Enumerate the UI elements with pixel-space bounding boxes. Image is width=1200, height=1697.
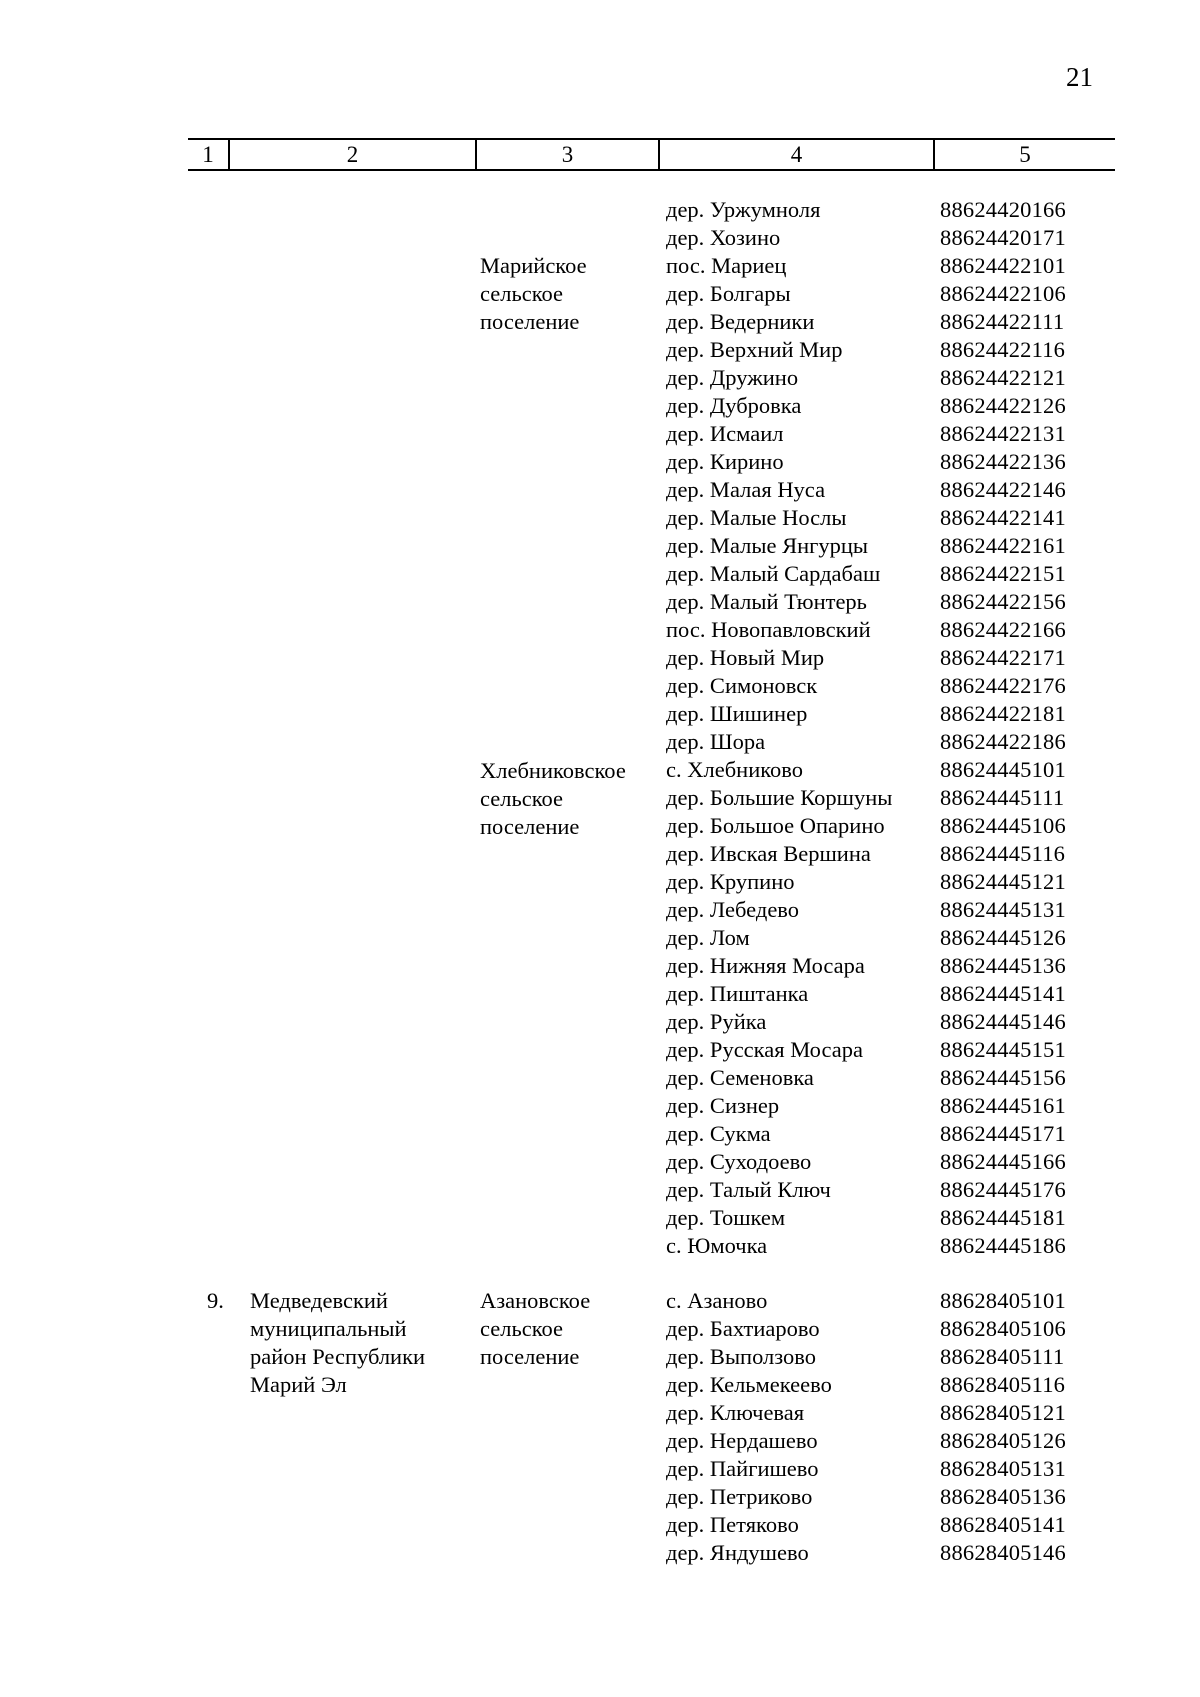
locality-code: 88624445121 — [940, 869, 1066, 894]
locality-code: 88628405116 — [940, 1372, 1066, 1397]
locality-code: 88624422166 — [940, 617, 1066, 642]
column-header-5: 5 — [1019, 142, 1031, 167]
settlement-name-line: сельское — [480, 786, 564, 811]
locality-code: 88624445166 — [940, 1149, 1066, 1174]
locality-name: дер. Шишинер — [666, 701, 808, 726]
locality-name: дер. Суходоево — [666, 1149, 812, 1174]
column-header-1: 1 — [202, 142, 214, 167]
locality-name: дер. Талый Ключ — [666, 1177, 831, 1202]
row-number: 9. — [207, 1288, 224, 1313]
locality-name: дер. Малый Сардабаш — [666, 561, 881, 586]
locality-name: дер. Петриково — [666, 1484, 813, 1509]
locality-name: дер. Верхний Мир — [666, 337, 843, 362]
locality-code: 88624422111 — [940, 309, 1065, 334]
locality-code: 88624445186 — [940, 1233, 1066, 1258]
locality-code: 88624445101 — [940, 757, 1066, 782]
locality-name: дер. Хозино — [666, 225, 781, 250]
locality-code: 88624422101 — [940, 253, 1066, 278]
locality-name: дер. Исмаил — [666, 421, 784, 446]
locality-name: дер. Ведерники — [666, 309, 815, 334]
locality-code: 88624422171 — [940, 645, 1066, 670]
locality-name: дер. Пайгишево — [666, 1456, 819, 1481]
locality-code: 88628405121 — [940, 1400, 1066, 1425]
locality-code: 88624445146 — [940, 1009, 1066, 1034]
locality-code: 88628405111 — [940, 1344, 1065, 1369]
settlement-name-line: Азановское — [480, 1288, 591, 1313]
locality-code: 88624422151 — [940, 561, 1066, 586]
locality-name: дер. Малая Нуса — [666, 477, 826, 502]
locality-name: дер. Пиштанка — [666, 981, 809, 1006]
locality-code: 88624420166 — [940, 197, 1066, 222]
locality-name: пос. Мариец — [666, 253, 787, 278]
district-name-line: муниципальный — [250, 1316, 407, 1341]
locality-name: пос. Новопавловский — [666, 617, 871, 642]
locality-name: дер. Семеновка — [666, 1065, 814, 1090]
code-list-a — [940, 196, 1066, 1260]
locality-code: 88624445171 — [940, 1121, 1066, 1146]
settlement-name-line: Марийское — [480, 253, 587, 278]
locality-code: 88624422131 — [940, 421, 1066, 446]
page-number: 21 — [1066, 62, 1093, 92]
locality-name: дер. Лом — [666, 925, 750, 950]
locality-name: дер. Малые Нослы — [666, 505, 847, 530]
locality-code: 88624422116 — [940, 337, 1066, 362]
code-list-b — [940, 1287, 1066, 1567]
locality-name: дер. Яндушево — [666, 1540, 809, 1565]
locality-name: дер. Сукма — [666, 1121, 771, 1146]
locality-code: 88624422146 — [940, 477, 1066, 502]
locality-code: 88624445141 — [940, 981, 1066, 1006]
settlement-name-line: сельское — [480, 1316, 564, 1341]
locality-code: 88624445181 — [940, 1205, 1066, 1230]
locality-name: с. Юмочка — [666, 1233, 768, 1258]
column-header-2: 2 — [346, 142, 359, 167]
locality-list-b — [666, 1287, 832, 1567]
settlement-khlebnikov — [480, 757, 626, 841]
locality-code: 88628405146 — [940, 1540, 1066, 1565]
locality-name: дер. Ивская Вершина — [666, 841, 871, 866]
locality-name: дер. Болгары — [666, 281, 791, 306]
locality-code: 88628405136 — [940, 1484, 1066, 1509]
locality-name: дер. Сизнер — [666, 1093, 780, 1118]
locality-name: дер. Петяково — [666, 1512, 799, 1537]
locality-code: 88624422126 — [940, 393, 1066, 418]
district-name — [250, 1287, 425, 1399]
district-name-line: район Республики — [250, 1344, 426, 1369]
column-header-3: 3 — [561, 142, 574, 167]
locality-name: с. Хлебниково — [666, 757, 803, 782]
settlement-name-line: Хлебниковское — [480, 758, 626, 783]
locality-name: дер. Крупино — [666, 869, 795, 894]
locality-code: 88628405141 — [940, 1512, 1066, 1537]
locality-code: 88624422156 — [940, 589, 1066, 614]
locality-name: дер. Малый Тюнтерь — [666, 589, 867, 614]
locality-name: дер. Уржумноля — [666, 197, 821, 222]
locality-code: 88624422106 — [940, 281, 1066, 306]
locality-code: 88628405126 — [940, 1428, 1066, 1453]
locality-name: дер. Большое Опарино — [666, 813, 885, 838]
locality-name: дер. Симоновск — [666, 673, 818, 698]
locality-code: 88624422121 — [940, 365, 1066, 390]
locality-name: дер. Лебедево — [666, 897, 800, 922]
locality-code: 88624445126 — [940, 925, 1066, 950]
locality-code: 88624420171 — [940, 225, 1066, 250]
locality-list-a — [666, 196, 892, 1260]
locality-name: дер. Ключевая — [666, 1400, 805, 1425]
locality-name: с. Азаново — [666, 1288, 768, 1313]
locality-name: дер. Тошкем — [666, 1205, 786, 1230]
locality-code: 88624445136 — [940, 953, 1066, 978]
locality-code: 88624445156 — [940, 1065, 1066, 1090]
locality-code: 88624422181 — [940, 701, 1066, 726]
locality-name: дер. Нердашево — [666, 1428, 818, 1453]
locality-code: 88624422161 — [940, 533, 1066, 558]
locality-name: дер. Нижняя Мосара — [666, 953, 865, 978]
locality-name: дер. Дружино — [666, 365, 799, 390]
locality-code: 88624445176 — [940, 1177, 1066, 1202]
locality-code: 88624422136 — [940, 449, 1066, 474]
district-name-line: Медведевский — [250, 1288, 388, 1313]
locality-name: дер. Шора — [666, 729, 766, 754]
locality-code: 88624445131 — [940, 897, 1066, 922]
locality-name: дер. Русская Мосара — [666, 1037, 863, 1062]
locality-code: 88624422186 — [940, 729, 1066, 754]
locality-name: дер. Дубровка — [666, 393, 802, 418]
locality-code: 88624445151 — [940, 1037, 1066, 1062]
settlement-name-line: сельское — [480, 281, 564, 306]
locality-code: 88628405101 — [940, 1288, 1066, 1313]
column-header-4: 4 — [790, 142, 803, 167]
locality-name: дер. Руйка — [666, 1009, 767, 1034]
locality-name: дер. Кельмекеево — [666, 1372, 832, 1397]
locality-code: 88624445106 — [940, 813, 1066, 838]
locality-name: дер. Большие Коршуны — [666, 785, 893, 810]
locality-code: 88624422141 — [940, 505, 1066, 530]
locality-name: дер. Новый Мир — [666, 645, 825, 670]
column-header-row — [188, 138, 1115, 171]
locality-name: дер. Бахтиарово — [666, 1316, 820, 1341]
locality-code: 88624422176 — [940, 673, 1066, 698]
locality-code: 88628405106 — [940, 1316, 1066, 1341]
settlement-mariysk — [480, 252, 587, 336]
settlement-name-line: поселение — [480, 309, 580, 334]
locality-name: дер. Малые Янгурцы — [666, 533, 869, 558]
settlement-name-line: поселение — [480, 814, 580, 839]
settlement-azanov — [480, 1287, 590, 1371]
settlement-name-line: поселение — [480, 1344, 580, 1369]
locality-code: 88624445111 — [940, 785, 1065, 810]
locality-code: 88624445116 — [940, 841, 1066, 866]
locality-name: дер. Выползово — [666, 1344, 817, 1369]
locality-name: дер. Кирино — [666, 449, 784, 474]
locality-code: 88624445161 — [940, 1093, 1066, 1118]
locality-code: 88628405131 — [940, 1456, 1066, 1481]
district-name-line: Марий Эл — [250, 1372, 347, 1397]
